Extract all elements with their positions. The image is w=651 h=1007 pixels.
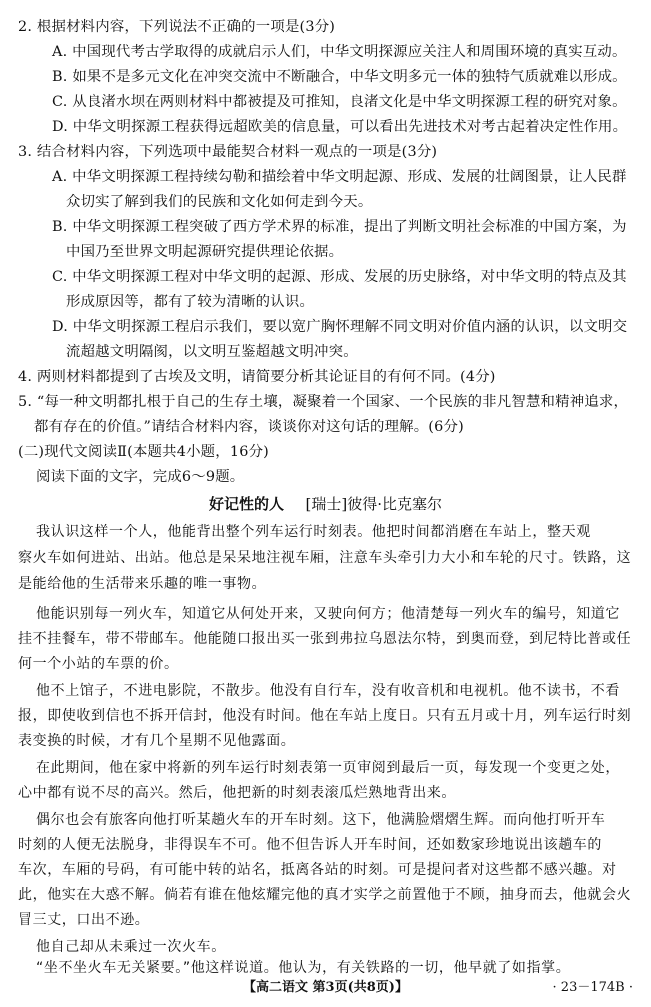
footer-exam-code: · 23－174B · [552,980,633,995]
article-line: 冒三丈，口出不逊。 [18,912,150,928]
article-title-block [0,494,651,514]
article-line: “坐不坐火车无关紧要。”他这样说道。他认为，有关铁路的一切，他早就了如指掌。 [36,960,571,976]
article-line: 他能识别每一列火车，知道它从何处开来，又驶向何方；他清楚每一列火车的编号，知道它 [36,606,620,622]
article-line: 他不上馆子，不进电影院，不散步。他没有自行车，没有收音机和电视机。他不读书，不看 [36,683,620,699]
question-5-line-1: 5. “每一种文明都扎根于自己的生存土壤，凝聚着一个国家、一个民族的非凡智慧和精神追求， [18,394,629,410]
question-2-option-b: B. 如果不是多元文化在冲突交流中不断融合，中华文明多元一体的独特气质就难以形成。 [52,69,627,85]
article-line: 此，他实在大惑不解。倘若有谁在他炫耀完他的真才实学之前置他于不顾，抽身而去，他就会火 [18,887,632,903]
question-5-line-2: 都有存在的价值。”请结合材料内容，谈谈你对这句话的理解。(6分) [34,419,464,435]
article-line: 何一个小站的车票的价。 [18,656,179,672]
article-line: 我认识这样一个人，他能背出整个列车运行时刻表。他把时间都消磨在车站上，整天观 [36,524,591,540]
question-3-stem: 3. 结合材料内容，下列选项中最能契合材料一观点的一项是(3分) [18,144,438,160]
article-line: 偶尔也会有旅客向他打听某趟火车的开车时刻。这下，他满脸熠熠生辉。而向他打听开车 [36,812,606,828]
article-line: 时刻的人便无法脱身，非得误车不可。他不但告诉人开车时间，还如数家珍地说出该趟车的 [18,837,602,853]
question-4: 4. 两则材料都提到了古埃及文明，请简要分析其论证目的有何不同。(4分) [18,369,496,385]
question-3-option-c-line-2: 形成原因等，都有了较为清晰的认识。 [66,294,315,310]
question-3-option-c-line-1: C. 中华文明探源工程对中华文明的起源、形成、发展的历史脉络，对中华文明的特点及其 [52,269,627,285]
question-2-option-d: D. 中华文明探源工程获得远超欧美的信息量，可以看出先进技术对考古起着决定性作用。 [52,119,628,135]
footer-page-label: 【高二语文 第3页(共8页)】 [243,980,408,995]
article-line: 报，即使收到信也不拆开信封，他没有时间。他在车站上度日。只有五月或十月，列车运行时刻 [18,708,632,724]
question-3-option-d-line-1: D. 中华文明探源工程启示我们，要以宽广胸怀理解不同文明对价值内涵的认识，以文明交 [52,319,628,335]
article-line: 心中都有说不尽的高兴。然后，他把新的时刻表滚瓜烂熟地背出来。 [18,785,456,801]
question-3-option-b-line-2: 中国乃至世界文明起源研究提供理论依据。 [66,244,344,260]
article-line: 他自己却从未乘过一次火车。 [36,939,226,955]
question-3-option-a-line-1: A. 中华文明探源工程持续勾勒和描绘着中华文明起源、形成、发展的壮阔图景，让人民群 [52,169,627,185]
article-title: 好记性的人 [208,495,284,513]
article-line: 是能给他的生活带来乐趣的唯一事物。 [18,576,267,592]
section-heading: (二)现代文阅读Ⅱ(本题共4小题，16分) [18,444,269,460]
article-line: 察火车如何进站、出站。他总是呆呆地注视车厢，注意车头牵引力大小和车轮的尺寸。铁路，这 [18,550,632,566]
question-2-stem: 2. 根据材料内容，下列说法不正确的一项是(3分) [18,19,336,35]
page-footer [0,978,651,998]
article-author: [瑞士]彼得·比克塞尔 [305,495,443,513]
article-line: 挂不挂餐车，带不带邮车。他能随口报出买一张到弗拉乌恩法尔特，到奥而登，到尼特比普或任 [18,631,632,647]
section-instruction: 阅读下面的文字，完成6～9题。 [36,469,245,485]
article-line: 车次，车厢的号码，有可能中转的站名，抵离各站的时刻。可是提问者对这些都不感兴趣。对 [18,862,617,878]
question-2-option-c: C. 从良渚水坝在两则材料中都被提及可推知，良渚文化是中华文明探源工程的研究对象。 [52,94,627,110]
article-line: 在此期间，他在家中将新的列车运行时刻表第一页审阅到最后一页，每发现一个变更之处， [36,760,620,776]
question-2-option-a: A. 中国现代考古学取得的成就启示人们，中华文明探源应关注人和周围环境的真实互动。 [52,44,627,60]
question-3-option-b-line-1: B. 中华文明探源工程突破了西方学术界的标准，提出了判断文明社会标准的中国方案，为 [52,219,627,235]
question-3-option-a-line-2: 众切实了解到我们的民族和文化如何走到今天。 [66,194,373,210]
question-3-option-d-line-2: 流超越文明隔阂，以文明互鉴超越文明冲突。 [66,344,358,360]
article-line: 表变换的时候，才有几个星期不见他露面。 [18,733,296,749]
